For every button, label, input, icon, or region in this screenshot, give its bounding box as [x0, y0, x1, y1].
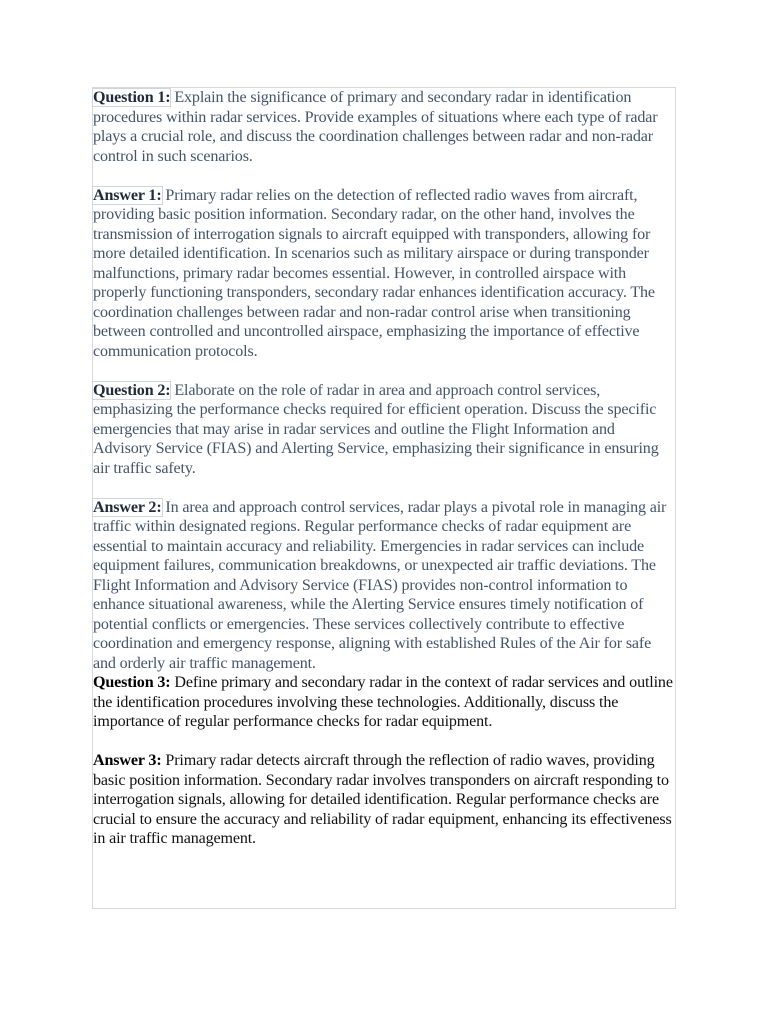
question-2 — [93, 381, 676, 479]
answer-3-label: Answer 3: — [93, 752, 162, 769]
qa-document — [93, 88, 676, 849]
answer-3-text: Primary radar detects aircraft through the reflection of radio waves, providing basic position information. Secondary radar involves transponders on aircraft responding to interrogation signals, allowing for detailed identification. Regular performance checks are crucial to ensure the accuracy and reliability of radar equipment, enhancing its effectiveness in air traffic management. — [93, 752, 672, 847]
question-1 — [93, 88, 676, 166]
answer-1-label: Answer 1: — [93, 186, 162, 204]
question-3 — [93, 673, 676, 732]
question-3-text: Define primary and secondary radar in the context of radar services and outline the identification procedures involving these technologies. Additionally, discuss the importance of regular performance checks for radar equipment. — [93, 674, 673, 730]
answer-1-text: Primary radar relies on the detection of reflected radio waves from aircraft, providing basic position information. Secondary radar, on the other hand, involves the transmission of interrogation signals to aircraft equipped with transponders, allowing for more detailed identification. In scenarios such as military airspace or during transponder malfunctions, primary radar becomes essential. However, in controlled airspace with properly functioning transponders, secondary radar enhances identification accuracy. The coordination challenges between radar and non-radar control arise when transitioning between controlled and uncontrolled airspace, emphasizing the importance of effective communication protocols. — [93, 186, 655, 360]
question-1-text: Explain the significance of primary and secondary radar in identification procedures within radar services. Provide examples of situations where each type of radar plays a crucial role, and discuss the coordination challenges between radar and non-radar control in such scenarios. — [93, 89, 658, 165]
answer-2-text: In area and approach control services, radar plays a pivotal role in managing air traffic within designated regions. Regular performance checks of radar equipment are essential to maintain accuracy and reliability. Emergencies in radar services can include equipment failures, communication breakdowns, or unexpected air traffic deviations. The Flight Information and Advisory Service (FIAS) provides non-control information to enhance situational awareness, while the Alerting Service ensures timely notification of potential conflicts or emergencies. These services collectively contribute to effective coordination and emergency response, aligning with established Rules of the Air for safe and orderly air traffic management. — [93, 498, 667, 672]
answer-1 — [93, 186, 676, 362]
question-3-label: Question 3: — [93, 674, 171, 691]
question-1-label: Question 1: — [93, 89, 171, 106]
answer-2-label: Answer 2: — [93, 498, 162, 516]
answer-2 — [93, 498, 676, 674]
answer-3 — [93, 751, 676, 849]
question-2-text: Elaborate on the role of radar in area and approach control services, emphasizing the performance checks required for efficient operation. Discuss the specific emergencies that may arise in radar services and outline the Flight Information and Advisory Service (FIAS) and Alerting Service, emphasizing their significance in ensuring air traffic safety. — [93, 381, 659, 477]
question-2-label: Question 2: — [93, 381, 171, 399]
